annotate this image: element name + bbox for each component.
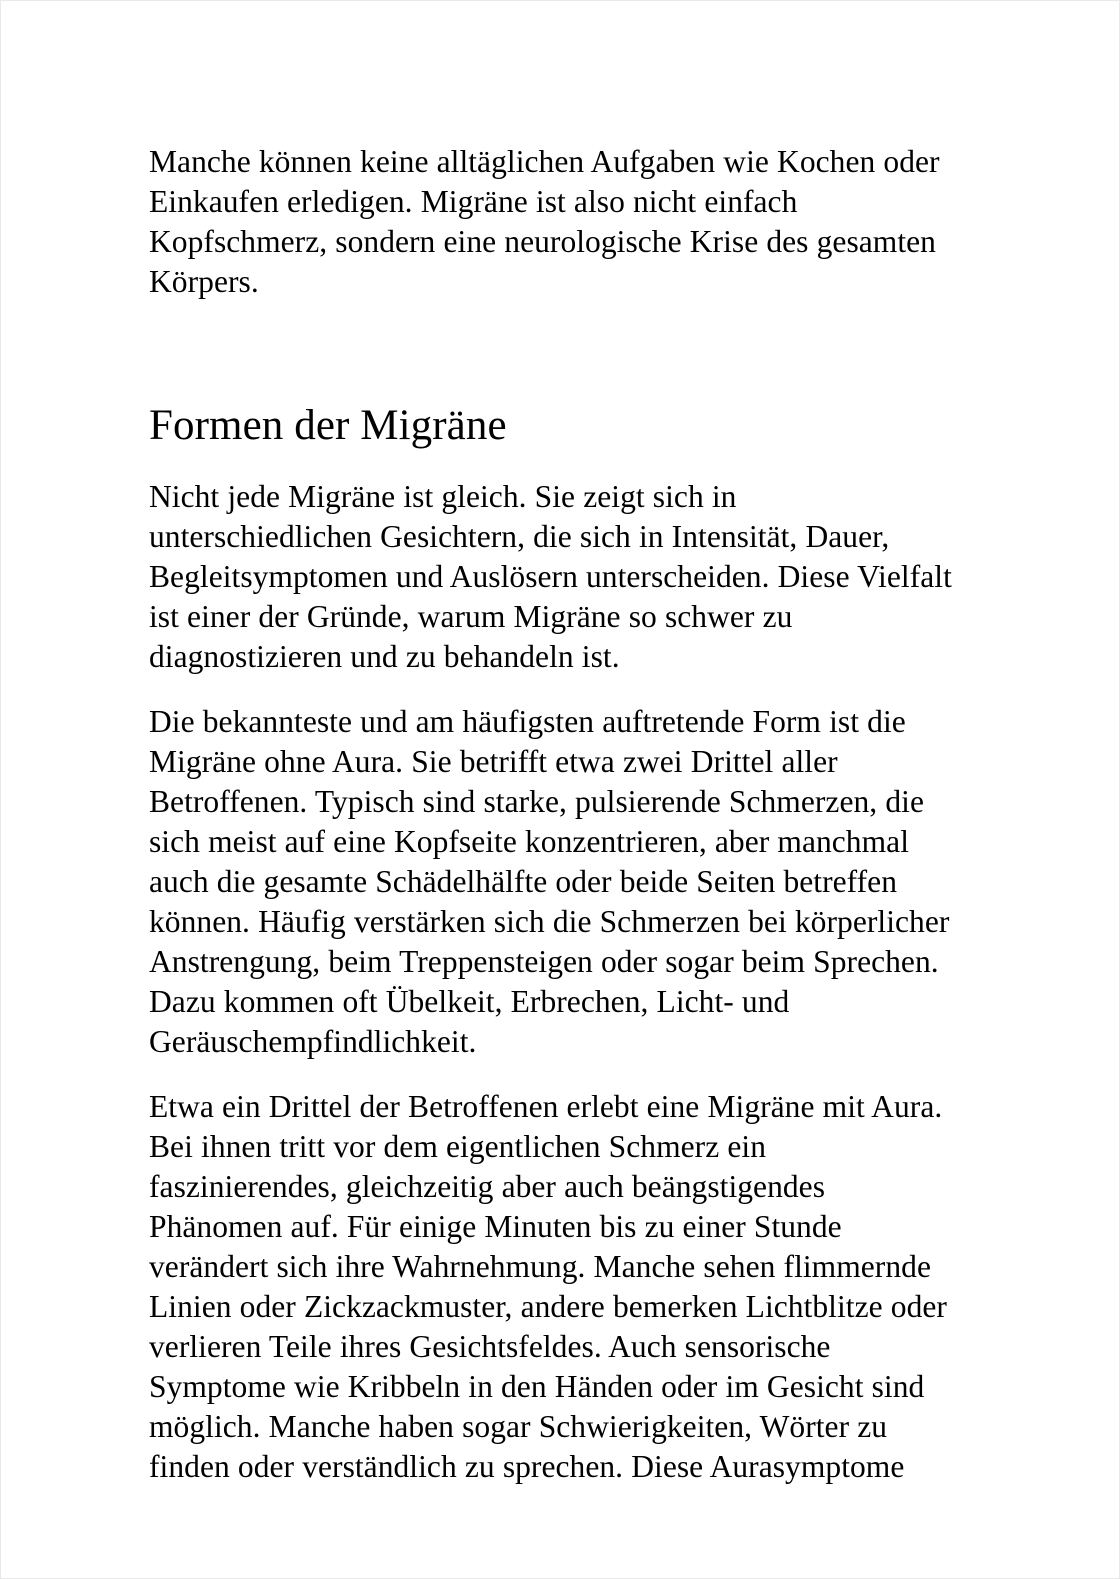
article-text-column [149, 142, 955, 1487]
paragraph-intro-continuation: Manche können keine alltäglichen Aufgaben wie Kochen oder Einkaufen erledigen. Migräne ist also nicht einfach Kopfschmerz, sondern eine neurologische Krise des gesamten Körpers. [149, 144, 940, 299]
paragraph-migraine-with-aura: Etwa ein Drittel der Betroffenen erlebt eine Migräne mit Aura. Bei ihnen tritt vor dem eigentlichen Schmerz ein faszinierendes, gleichzeitig aber auch beängstigendes Phänomen auf. Für einige Minuten bis zu einer Stunde verändert sich ihre Wahrnehmung. Manche sehen flimmernde Linien oder Zickzackmuster, andere bemerken Lichtblitze oder verlieren Teile ihres Gesichtsfeldes. Auch sensorische Symptome wie Kribbeln in den Händen oder im Gesicht sind möglich. Manche haben sogar Schwierigkeiten, Wörter zu finden oder verständlich zu sprechen. Diese Aurasymptome [149, 1089, 947, 1484]
paragraph-migraine-without-aura: Die bekannteste und am häufigsten auftretende Form ist die Migräne ohne Aura. Sie betrifft etwa zwei Drittel aller Betroffenen. Typisch sind starke, pulsierende Schmerzen, die sich meist auf eine Kopfseite konzentrieren, aber manchmal auch die gesamte Schädelhälfte oder beide Seiten betreffen können. Häufig verstärken sich die Schmerzen bei körperlicher Anstrengung, beim Treppensteigen oder sogar beim Sprechen. Dazu kommen oft Übelkeit, Erbrechen, Licht- und Geräuschempfindlichkeit. [149, 704, 950, 1059]
section-heading-block [149, 327, 955, 452]
paragraph-migraine-variability: Nicht jede Migräne ist gleich. Sie zeigt sich in unterschiedlichen Gesichtern, die sich in Intensität, Dauer, Begleitsymptomen und Auslösern unterscheiden. Diese Vielfalt ist einer der Gründe, warum Migräne so schwer zu diagnostizieren und zu behandeln ist. [149, 479, 952, 674]
section-heading-formen-der-migraene: Formen der Migräne [149, 402, 507, 449]
